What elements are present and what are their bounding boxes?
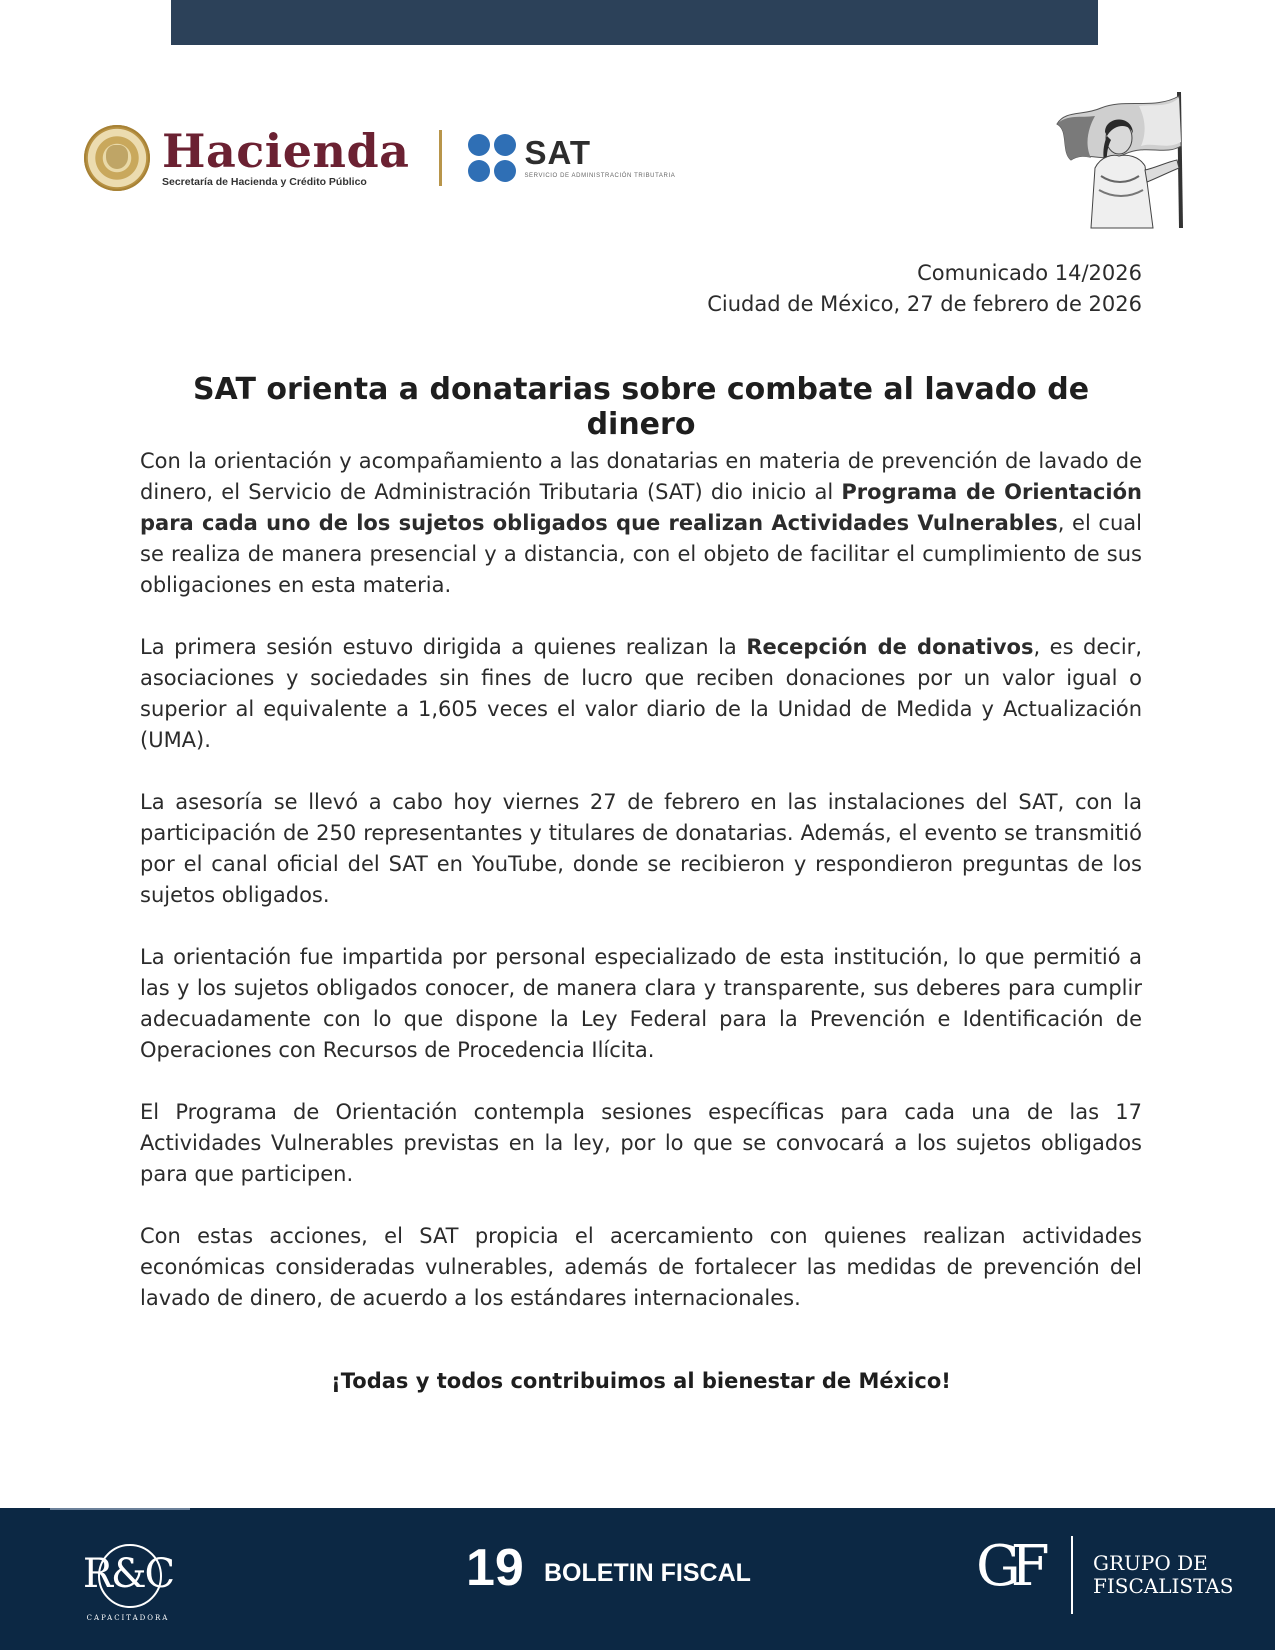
page-footer xyxy=(0,1508,1275,1650)
hacienda-logo-name: Hacienda xyxy=(162,124,410,178)
communique-number: Comunicado 14/2026 xyxy=(917,261,1142,285)
publication-name: BOLETIN FISCAL xyxy=(544,1559,751,1587)
page-title: SAT orienta a donatarias sobre combate al lavado de dinero xyxy=(192,372,1090,442)
document-body xyxy=(140,446,1142,1345)
sat-logo-subtitle: SERVICIO DE ADMINISTRACIÓN TRIBUTARIA xyxy=(524,173,676,179)
communique-header xyxy=(707,258,1142,320)
government-logos xyxy=(84,118,675,198)
paragraph: La primera sesión estuvo dirigida a quienes realizan la Recepción de donativos, es decir, asociaciones y sociedades sin fines de lucro que reciben donaciones por un valor igual o superior al equivalente a 1,605 veces el valor diario de la Unidad de Medida y Actualización (UMA). xyxy=(140,635,1142,752)
emphasis-text: Recepción de donativos xyxy=(746,635,1034,659)
place-and-date: Ciudad de México, 27 de febrero de 2026 xyxy=(707,292,1142,316)
closing-slogan: ¡Todas y todos contribuimos al bienestar de México! xyxy=(331,1369,951,1393)
grupo-fiscalistas-logo xyxy=(976,1532,1048,1616)
paragraph: La asesoría se llevó a cabo hoy viernes 27 de febrero en las instalaciones del SAT, con la participación de 250 representantes y titulares de donatarias. Además, el evento se transmitió por el canal oficial del SAT en YouTube, donde se recibieron y respondieron preguntas de los sujetos obligados. xyxy=(140,790,1142,907)
rc-logo-caption: CAPACITADORA xyxy=(86,1614,170,1622)
paragraph: El Programa de Orientación contempla sesiones específicas para cada una de las 17 Actividades Vulnerables previstas en la ley, por lo que se convocará a los sujetos obligados para que participen. xyxy=(140,1100,1142,1186)
national-seal-icon xyxy=(84,125,150,191)
sat-logo-name: SAT xyxy=(524,134,591,171)
page-number: 19 xyxy=(466,1539,524,1597)
footer-logo-divider xyxy=(1071,1536,1073,1614)
logo-divider xyxy=(439,130,442,186)
paragraph: Con la orientación y acompañamiento a las donatarias en materia de prevención de lavado de dinero, el Servicio de Administración Tributaria (SAT) dio inicio al Programa de Orientación para cada uno de los sujetos obligados que realizan Actividades Vulnerables, el cual se realiza de manera presencial y a distancia, con el objeto de facilitar el cumplimiento de sus obligaciones en esta materia. xyxy=(140,449,1142,597)
sat-logo xyxy=(524,134,676,179)
rc-capacitadora-logo xyxy=(78,1538,178,1626)
sat-dots-icon xyxy=(468,134,516,182)
rc-logo-mark: R&C xyxy=(82,1551,174,1597)
grupo-fiscalistas-name: GRUPO DE FISCALISTAS xyxy=(1093,1551,1234,1598)
paragraph: Con estas acciones, el SAT propicia el acercamiento con quienes realizan actividades económicas consideradas vulnerables, además de fortalecer las medidas de prevención del lavado de dinero, de acuerdo a los estándares internacionales. xyxy=(140,1224,1142,1310)
gf-logo-mark: GF xyxy=(976,1534,1040,1599)
top-banner-bar xyxy=(171,0,1098,45)
emphasis-text: Programa de Orientación para cada uno de los sujetos obligados que realizan Actividades Vulnerables xyxy=(140,480,1142,535)
flag-woman-illustration xyxy=(1055,90,1193,230)
footer-accent-line xyxy=(50,1508,190,1510)
hacienda-logo-subtitle: Secretaría de Hacienda y Crédito Público xyxy=(162,176,367,188)
hacienda-logo xyxy=(162,124,410,188)
paragraph: La orientación fue impartida por personal especializado de esta institución, lo que permitió a las y los sujetos obligados conocer, de manera clara y transparente, sus deberes para cumplir adecuadamente con lo que dispone la Ley Federal para la Prevención e Identificación de Operaciones con Recursos de Procedencia Ilícita. xyxy=(140,945,1142,1062)
